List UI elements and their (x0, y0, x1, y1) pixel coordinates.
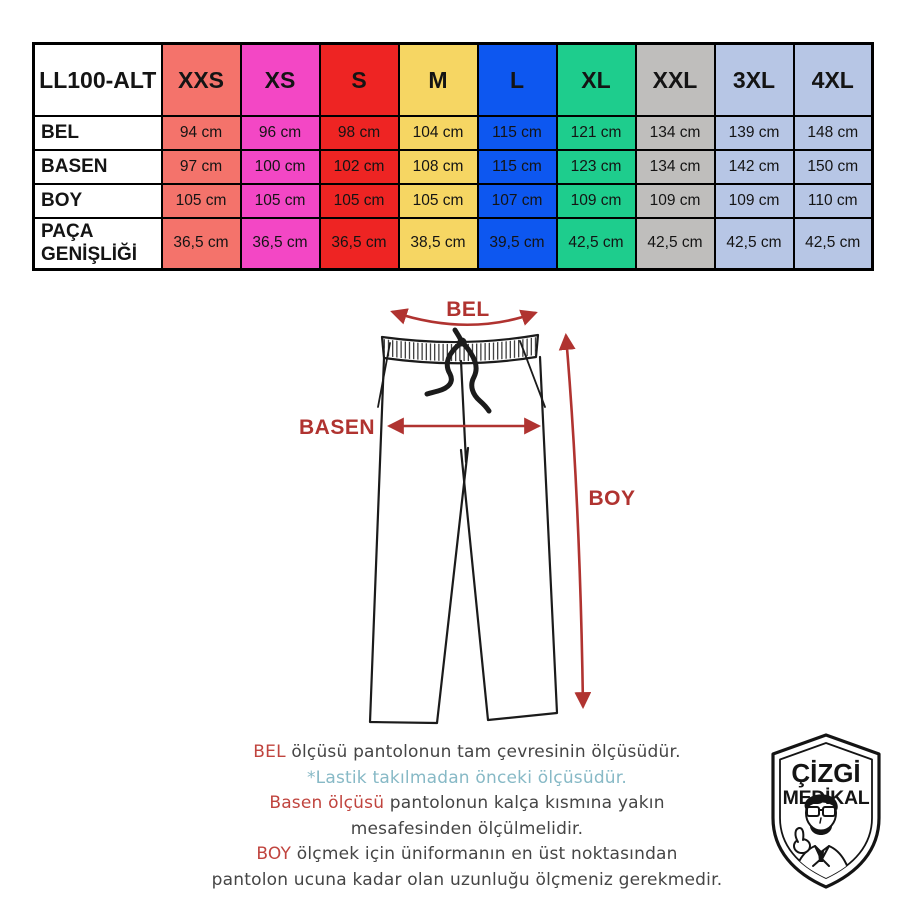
mascot-nose (820, 818, 821, 823)
instruction-line: pantolon ucuna kadar olan uzunluğu ölçmeniz gerekmedir. (211, 869, 723, 890)
size-header-3xl: 3XL (715, 44, 794, 117)
drawstring (427, 330, 489, 411)
size-cell: 36,5 cm (162, 218, 241, 269)
size-cell: 134 cm (636, 116, 715, 150)
table-row-bel (34, 116, 873, 150)
row-label-paca: PAÇA GENİŞLİĞİ (34, 218, 162, 269)
size-cell: 148 cm (794, 116, 873, 150)
size-cell: 39,5 cm (478, 218, 557, 269)
size-cell: 134 cm (636, 150, 715, 184)
header-row (34, 44, 873, 117)
size-cell: 110 cm (794, 184, 873, 218)
pocket-line-right (520, 341, 545, 407)
size-cell: 142 cm (715, 150, 794, 184)
cizgi-medikal-logo (763, 729, 889, 893)
measurement-instructions (112, 740, 822, 893)
size-cell: 98 cm (320, 116, 399, 150)
waistband (382, 335, 538, 363)
measure-arrows (390, 312, 583, 706)
model-code: LL100-ALT (34, 44, 162, 117)
size-cell: 36,5 cm (320, 218, 399, 269)
row-label-basen: BASEN (34, 150, 162, 184)
pants-outline (370, 335, 557, 723)
basen-term: Basen ölçüsü (269, 793, 385, 813)
table-row-boy (34, 184, 873, 218)
bel-term: BEL (253, 742, 286, 762)
instruction-note: *Lastik takılmadan önceki ölçüsüdür. (306, 767, 628, 788)
instruction-text: ölçüsü pantolonun tam çevresinin ölçüsüdür. (285, 742, 681, 762)
size-header-xxl: XXL (636, 44, 715, 117)
size-cell: 97 cm (162, 150, 241, 184)
size-cell: 107 cm (478, 184, 557, 218)
size-cell: 105 cm (241, 184, 320, 218)
size-cell: 42,5 cm (636, 218, 715, 269)
size-header-xl: XL (557, 44, 636, 117)
size-cell: 115 cm (478, 150, 557, 184)
size-cell: 109 cm (557, 184, 636, 218)
size-cell: 108 cm (399, 150, 478, 184)
size-cell: 94 cm (162, 116, 241, 150)
bel-label: BEL (446, 298, 490, 321)
boy-arrow (566, 336, 583, 706)
boy-term: BOY (256, 844, 292, 864)
size-header-4xl: 4XL (794, 44, 873, 117)
instruction-line: mesafesinden ölçülmelidir. (350, 818, 584, 839)
size-cell: 121 cm (557, 116, 636, 150)
basen-label: BASEN (298, 416, 376, 439)
table-row-paca (34, 218, 873, 269)
row-label-bel: BEL (34, 116, 162, 150)
thumbs-up-thumb (795, 828, 803, 842)
size-cell: 115 cm (478, 116, 557, 150)
instruction-line (112, 842, 822, 868)
table-row-basen (34, 150, 873, 184)
instruction-text: ölçmek için üniformanın en üst noktasından (291, 844, 678, 864)
size-cell: 150 cm (794, 150, 873, 184)
instruction-line (112, 740, 822, 766)
size-cell: 104 cm (399, 116, 478, 150)
size-cell: 102 cm (320, 150, 399, 184)
logo-brand-line2: MEDİKAL (782, 787, 870, 809)
boy-label: BOY (588, 487, 636, 510)
size-cell: 105 cm (162, 184, 241, 218)
size-cell: 105 cm (399, 184, 478, 218)
logo-brand-line1: ÇİZGİ (791, 758, 861, 788)
size-header-xs: XS (241, 44, 320, 117)
drawstring-knot (458, 338, 467, 347)
front-seam (461, 361, 466, 462)
row-label-boy: BOY (34, 184, 162, 218)
size-header-m: M (399, 44, 478, 117)
instruction-text: pantolonun kalça kısmına yakın (384, 793, 665, 813)
waistband-elastic (383, 337, 537, 361)
mascot-tie (818, 851, 824, 862)
size-cell: 96 cm (241, 116, 320, 150)
size-cell: 123 cm (557, 150, 636, 184)
size-header-xxs: XXS (162, 44, 241, 117)
size-header-s: S (320, 44, 399, 117)
size-cell: 42,5 cm (715, 218, 794, 269)
size-cell: 100 cm (241, 150, 320, 184)
size-cell: 139 cm (715, 116, 794, 150)
bel-arrow (393, 312, 535, 325)
size-cell: 42,5 cm (557, 218, 636, 269)
size-cell: 109 cm (715, 184, 794, 218)
pocket-line-left (378, 343, 390, 407)
size-cell: 36,5 cm (241, 218, 320, 269)
instruction-line (112, 791, 822, 817)
size-cell: 38,5 cm (399, 218, 478, 269)
size-table (32, 42, 874, 271)
pant-legs (370, 358, 468, 723)
pant-legs (461, 357, 557, 720)
size-cell: 42,5 cm (794, 218, 873, 269)
size-cell: 109 cm (636, 184, 715, 218)
size-header-l: L (478, 44, 557, 117)
size-cell: 105 cm (320, 184, 399, 218)
